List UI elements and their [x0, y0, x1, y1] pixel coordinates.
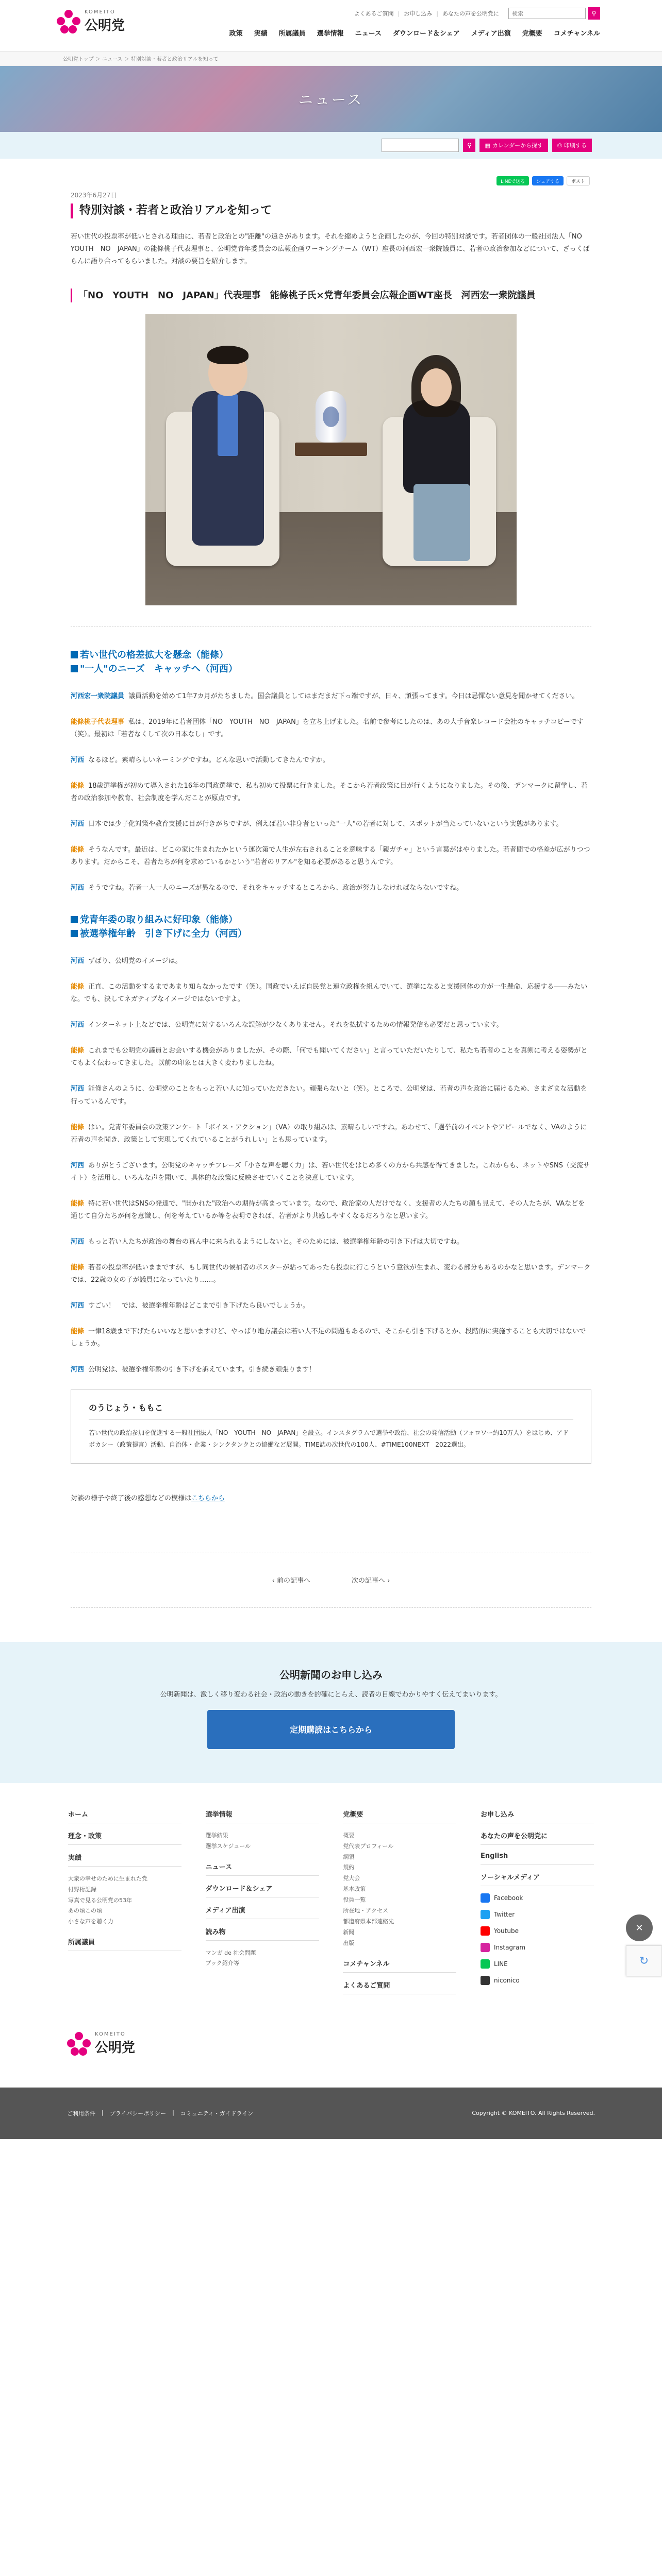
speaker-label: 能條: [71, 782, 85, 790]
footer-heading-link[interactable]: ホーム: [68, 1809, 181, 1823]
instagram-icon: [481, 1943, 490, 1952]
facebook-icon: [481, 1893, 490, 1903]
footer-logo[interactable]: KOMEITO 公明党: [0, 2022, 662, 2087]
dialogue-text: 特に若い世代はSNSの発達で、"開かれた"政治への期待が高まっています。なので、政治家の人だけでなく、支援者の人たちの顔も見えて、その人たちが、VAなどを通じて自分たちが何を意識し、何を考えているか等を表明できれば、若者がより共感しやすくなるだろうなと思います。: [71, 1199, 585, 1220]
dialogue-text: 公明党は、被選挙権年齢の引き下げを訴えています。引き続き頑張ります！: [88, 1366, 316, 1374]
dialogue-paragraph: [71, 690, 591, 703]
dialogue-paragraph: [71, 882, 591, 894]
note-link[interactable]: こちらから: [191, 1494, 225, 1502]
footer-sub-link[interactable]: 大衆の幸せのために生まれた党: [68, 1875, 147, 1882]
article-note: 対談の様子や終了後の感想などの模様はこちらから: [71, 1494, 225, 1502]
news-search-icon[interactable]: ⚲: [463, 139, 475, 152]
footer-col-2: [206, 1809, 319, 2002]
dialogue-part-1: [71, 690, 591, 894]
news-search-input[interactable]: [382, 139, 459, 152]
social-link-instagram[interactable]: Instagram: [481, 1943, 594, 1952]
twitter-icon: [481, 1910, 490, 1919]
footer-sub-link[interactable]: 小さな声を聴く力: [68, 1918, 113, 1925]
dialogue-text: ありがとうございます。公明党のキャッチフレーズ「小さな声を聴く力」は、若い世代をはじめ多くの方から共感を得てきました。これからも、ネットやSNS（交流サイト）を活用し、いろんな声を聞いて、具体的な政策に反映させていくことを決意しています。: [71, 1161, 590, 1182]
footer-sub-link[interactable]: 選挙スケジュール: [205, 1842, 251, 1850]
speaker-label: 河西: [71, 1302, 85, 1310]
prev-article-link[interactable]: ‹ 前の記事へ: [272, 1577, 310, 1585]
dialogue-text: 正直、この活動をするまであまり知らなかったです（笑）。国政でいえば自民党と連立政権を組んでいて、選挙になると支援団体の方が一生懸命、応援する――みたいな。でも、決してネガティブなイメージではないですよ。: [71, 983, 588, 1004]
article-pager: [71, 1575, 591, 1585]
dialogue-paragraph: [71, 716, 591, 741]
footer-sub-link[interactable]: 党大会: [343, 1875, 360, 1882]
footer-heading-link[interactable]: 選挙情報: [206, 1809, 319, 1823]
dialogue-text: すごい！ では、被選挙権年齢はどこまで引き下げたら良いでしょうか。: [88, 1302, 310, 1310]
footer-sub-link[interactable]: 党代表プロフィール: [343, 1842, 394, 1850]
subscribe-text: 公明新聞は、激しく移り変わる社会・政治の動きを的確にとらえ、読者の目線でわかりやすく伝えてまいります。: [160, 1690, 502, 1699]
logo-sub: KOMEITO: [85, 9, 115, 15]
footer-heading-link[interactable]: 所属議員: [68, 1937, 181, 1951]
dialogue-paragraph: [71, 1262, 591, 1286]
footer-heading-link[interactable]: ニュース: [206, 1861, 319, 1876]
dialogue-text: なるほど。素晴らしいネーミングですね。どんな思いで活動してきたんですか。: [88, 756, 329, 764]
article-lead: 若い世代の投票率が低いとされる理由に、若者と政治との"距離"の遠さがあります。それを縮めようと企画したのが、今回の特別対談です。若者団体の一般社団法人「NO YOUTH NO JAPAN」の能條桃子代表理事と、公明党青年委員会の広報企画ワーキングチーム（WT）座長の河西宏一衆院議員に、若者の政治参加などについて、ざっくばらんに語り合ってもらいました。対談の要旨を紹介します。: [71, 232, 590, 265]
nav-members[interactable]: 所属議員: [278, 30, 306, 38]
dialogue-text: 議員活動を始めて1年7カ月がたちました。国会議員としてはまだまだ下っ端ですが、日々、頑張ってます。今日は忌憚ない意見を聞かせてください。: [128, 692, 579, 700]
article: [71, 185, 591, 1608]
terms-link[interactable]: ご利用条件: [67, 2110, 95, 2117]
nav-media[interactable]: メディア出演: [471, 30, 511, 38]
site-footer: [0, 1783, 662, 2088]
dialogue-text: これまでも公明党の議員とお会いする機会がありましたが、その際、「何でも聞いてください」と言っていただいたりして、私たち若者のことを真剣に考える姿勢がとてもよく伝わってきました。以前の印象とは大きく変わりましたね。: [71, 1047, 588, 1067]
speaker-label: 河西宏一衆院議員: [71, 692, 125, 700]
subscribe-title: 公明新聞のお申し込み: [279, 1668, 383, 1681]
speaker-label: 河西: [71, 1238, 85, 1246]
article-subtitle: 「NO YOUTH NO JAPAN」代表理事 能條桃子氏×党青年委員会広報企画WT座長 河西宏一衆院議員: [71, 289, 591, 302]
calendar-button[interactable]: ▦ カレンダーから探す: [479, 139, 548, 152]
footer-sub-link[interactable]: あの頃この頃: [68, 1907, 102, 1914]
dialogue-part-2: [71, 955, 591, 1376]
speaker-label: 河西: [71, 1085, 85, 1093]
footer-logo-mark-icon: [67, 2032, 91, 2056]
section-heading-2: 党青年委の取り組みに好印象（能條） 被選挙権年齢 引き下げに全力（河西）: [71, 913, 591, 941]
article-date: 2023年6月27日: [71, 192, 117, 199]
dialogue-paragraph: [71, 1300, 591, 1312]
speaker-label: 能條: [71, 1123, 85, 1131]
dialogue-paragraph: [71, 1326, 591, 1350]
dialogue-text: はい。党青年委員会の政策アンケート「ボイス・アクション」（VA）の取り組みは、素晴らしいですね。あわせて、「選挙前のイベントやアピールでなく、VAのように若者の声を聞き、政策として実現してくれていることがうれしい」とも思っています。: [71, 1123, 587, 1144]
share-buttons: [0, 176, 662, 185]
speaker-label: 河西: [71, 957, 85, 965]
footer-heading-link[interactable]: あなたの声を公明党に: [481, 1831, 594, 1845]
nav-about[interactable]: 党概要: [522, 30, 542, 38]
dialogue-paragraph: [71, 1019, 591, 1031]
social-link-twitter[interactable]: Twitter: [481, 1910, 594, 1919]
hero-banner: [0, 66, 662, 132]
dialogue-text: 日本では少子化対策や教育支援に目が行きがちですが、例えば若い非身者といった"一人"の若者に対して、スポットが当たっていないという実態があります。: [88, 820, 563, 828]
social-link-line[interactable]: LINE: [481, 1959, 594, 1969]
dialogue-paragraph: [71, 1045, 591, 1070]
calendar-icon: ▦: [485, 142, 490, 149]
util-faq[interactable]: よくあるご質問: [354, 10, 394, 17]
footer-sub-link[interactable]: 都道府県本部連絡先: [343, 1918, 394, 1925]
footer-heading-link[interactable]: English: [481, 1852, 594, 1865]
dialogue-paragraph: [71, 955, 591, 968]
footer-bottom-bar: ご利用条件 | プライバシーポリシー | コミュニティ・ガイドライン Copyright © KOMEITO. All Rights Reserved.: [0, 2088, 662, 2139]
speaker-label: 河西: [71, 756, 85, 764]
speaker-label: 能條: [71, 846, 85, 854]
share-x-button[interactable]: ポスト: [567, 176, 590, 185]
logo-main: 公明党: [85, 18, 125, 33]
search-icon[interactable]: ⚲: [588, 7, 600, 20]
footer-heading-link[interactable]: コメチャンネル: [343, 1958, 456, 1973]
site-logo[interactable]: [57, 9, 125, 34]
share-line-button[interactable]: LINEで送る: [496, 176, 529, 185]
nav-news[interactable]: ニュース: [355, 30, 382, 38]
dialogue-text: 私は、2019年に若者団体「NO YOUTH NO JAPAN」を立ち上げました。名前で参考にしたのは、あの大手音楽レコード会社のキャッチコピーです（笑）。最初は「若者なくして次の日本なし」です。: [71, 718, 584, 738]
nav-election[interactable]: 選挙情報: [317, 30, 344, 38]
speaker-label: 河西: [71, 884, 85, 892]
dialogue-text: そうですね。若者一人一人のニーズが異なるので、それをキャッチするところから、政治が努力しなければならないですね。: [88, 884, 464, 892]
footer-col-3: [343, 1809, 456, 2002]
footer-sub-link[interactable]: 選挙結果: [205, 1832, 228, 1839]
footer-sub-link[interactable]: 規約: [343, 1864, 355, 1871]
footer-sub-link[interactable]: 付野桁記録: [68, 1886, 96, 1893]
speaker-label: 河西: [71, 1021, 85, 1029]
footer-heading-link[interactable]: ソーシャルメディア: [481, 1872, 594, 1886]
dialogue-text: ずばり、公明党のイメージは。: [88, 957, 182, 965]
profile-title: のうじょう・ももこ: [89, 1401, 573, 1420]
subscribe-button[interactable]: 定期購読はこちらから: [207, 1710, 455, 1749]
footer-sub-link[interactable]: 概要: [343, 1832, 355, 1839]
footer-sub-link[interactable]: 役員一覧: [343, 1896, 366, 1904]
footer-sub-link[interactable]: 写真で見る公明党の53年: [68, 1896, 132, 1904]
dialogue-paragraph: [71, 1198, 591, 1223]
speaker-label: 河西: [71, 820, 85, 828]
dialogue-text: もっと若い人たちが政治の舞台の真ん中に来られるようにしないと。そのためには、被選挙権年齢の引き下げは大切ですね。: [88, 1238, 464, 1246]
speaker-label: 能條: [71, 983, 85, 991]
close-icon[interactable]: ✕: [626, 1914, 653, 1941]
speaker-label: 河西: [71, 1161, 85, 1170]
share-facebook-button[interactable]: シェアする: [532, 176, 564, 185]
dialogue-paragraph: [71, 1160, 591, 1184]
speaker-label: 河西: [71, 1366, 85, 1374]
dialogue-paragraph: [71, 1122, 591, 1146]
social-link-youtube[interactable]: Youtube: [481, 1926, 594, 1936]
footer-sub-link[interactable]: ブック紹介等: [205, 1960, 239, 1967]
nav-download[interactable]: ダウンロード＆シェア: [393, 30, 460, 38]
social-link-niconico[interactable]: niconico: [481, 1976, 594, 1985]
nav-policy[interactable]: 政策: [229, 30, 243, 38]
footer-heading-link[interactable]: 読み物: [206, 1926, 319, 1941]
nav-achievements[interactable]: 実績: [254, 30, 268, 38]
article-title: 特別対談・若者と政治リアルを知って: [71, 204, 591, 218]
speaker-label: 能條: [71, 1328, 85, 1336]
footer-heading-link[interactable]: メディア出演: [206, 1905, 319, 1919]
dialogue-paragraph: [71, 1083, 591, 1108]
profile-box: [71, 1389, 591, 1464]
privacy-link[interactable]: プライバシーポリシー: [109, 2110, 167, 2117]
print-button[interactable]: ⎙ 印刷する: [552, 139, 592, 152]
global-nav: [229, 28, 600, 38]
util-voice[interactable]: あなたの声を公明党に: [442, 10, 499, 17]
footer-heading-link[interactable]: 党概要: [343, 1809, 456, 1823]
subscribe-section: [0, 1642, 662, 1783]
speaker-label: 能條桃子代表理事: [71, 718, 125, 726]
footer-sub-link[interactable]: 基本政策: [343, 1886, 366, 1893]
nav-channel[interactable]: コメチャンネル: [553, 30, 600, 38]
speaker-label: 能條: [71, 1263, 85, 1272]
copyright: Copyright © KOMEITO. All Rights Reserved.: [472, 2110, 595, 2117]
dialogue-text: そうなんです。最近は、どこの家に生まれたかという運次第で人生が左右されることを意味する「親ガチャ」という言葉がはやりました。若者間での格差が広がりつつあります。だからこそ、若者たちが何を求めているかという"若者のリアル"を知る必要があると思うんです。: [71, 846, 590, 867]
footer-sub-link[interactable]: 新聞: [343, 1928, 355, 1936]
footer-sub-link[interactable]: 所在地・アクセス: [343, 1907, 388, 1914]
breadcrumb[interactable]: 公明党トップ ＞ ニュース ＞ 特別対談・若者と政治リアルを知って: [0, 52, 662, 66]
article-photo: [145, 314, 517, 605]
header-search-input[interactable]: [508, 8, 586, 19]
print-icon: ⎙: [557, 142, 562, 148]
footer-sub-link[interactable]: 綱領: [343, 1853, 355, 1860]
utility-nav: よくあるご質問 | お申し込み | あなたの声を公明党に 検索 ⚲: [354, 7, 600, 20]
social-link-facebook[interactable]: Facebook: [481, 1893, 594, 1903]
footer-heading-link[interactable]: 理念・政策: [68, 1831, 181, 1845]
dialogue-text: 若者の投票率が低いままですが、もし同世代の候補者のポスターが貼ってあったら投票に行こうという意欲が生まれ、変わる部分もあるのかなと思います。デンマークでは、22歳の女の子が議員になっていたり……。: [71, 1263, 591, 1284]
footer-heading-link[interactable]: よくあるご質問: [343, 1980, 456, 1994]
site-header: [0, 0, 662, 52]
dialogue-paragraph: [71, 780, 591, 805]
footer-col-1: [68, 1809, 181, 2002]
dialogue-text: 一律18歳まで下げたらいいなと思いますけど、やっぱり地方議会は若い人不足の問題もあるので、そこから引き下げるとか、段階的に実施することも大切ではないでしょうか。: [71, 1328, 586, 1348]
logo-mark-icon: [57, 10, 80, 33]
speaker-label: 能條: [71, 1199, 85, 1208]
footer-heading-link[interactable]: 実績: [68, 1852, 181, 1867]
recaptcha-icon[interactable]: ↻: [626, 1945, 662, 1976]
line-icon: [481, 1959, 490, 1969]
section-heading-1: 若い世代の格差拡大を懸念（能條） "一人"のニーズ キャッチへ（河西）: [71, 648, 591, 676]
dialogue-text: 18歳選挙権が初めて導入された16年の国政選挙で、私も初めて投票に行きました。そこから若者政策に目が行くようになりました。その後、デンマークに留学し、若者の政治参加や教育、社会制度を学んだことが原点です。: [71, 782, 588, 802]
hero-title: ニュース: [298, 91, 364, 108]
footer-col-4: [481, 1809, 594, 2002]
dialogue-paragraph: [71, 1236, 591, 1248]
niconico-icon: [481, 1976, 490, 1985]
footer-heading-link[interactable]: お申し込み: [481, 1809, 594, 1823]
youtube-icon: [481, 1926, 490, 1936]
speaker-label: 能條: [71, 1047, 85, 1055]
dialogue-text: インターネット上などでは、公明党に対するいろんな誤解が少なくありません。それを払拭するための情報発信も必要だと思っています。: [88, 1021, 503, 1029]
dialogue-paragraph: [71, 754, 591, 767]
util-apply[interactable]: お申し込み: [404, 10, 433, 17]
guideline-link[interactable]: コミュニティ・ガイドライン: [180, 2110, 254, 2117]
news-toolbar: [0, 132, 662, 159]
dialogue-paragraph: [71, 844, 591, 869]
footer-sub-link[interactable]: マンガ de 社会問題: [205, 1949, 256, 1956]
dialogue-paragraph: [71, 818, 591, 831]
footer-sub-link[interactable]: 出版: [343, 1939, 355, 1946]
footer-heading-link[interactable]: ダウンロード＆シェア: [206, 1883, 319, 1897]
profile-text: 若い世代の政治参加を促進する一般社団法人「NO YOUTH NO JAPAN」を設立。インスタグラムで選挙や政治、社会の発信活動（フォロワー約10万人）をはじめ、アドボカシー（政策提言）活動、自治体・企業・シンクタンクとの協働など展開。TIME誌の次世代の100人、#TIME100NEXT 2022選出。: [89, 1429, 569, 1448]
dialogue-paragraph: [71, 1364, 591, 1376]
next-article-link[interactable]: 次の記事へ ›: [352, 1577, 390, 1585]
dialogue-paragraph: [71, 981, 591, 1006]
dialogue-text: 能條さんのように、公明党のことをもっと若い人に知っていただきたい。頑張らないと（笑）。ところで、公明党は、若者の声を政治に届けるため、さまざまな活動を行っているんです。: [71, 1085, 587, 1106]
